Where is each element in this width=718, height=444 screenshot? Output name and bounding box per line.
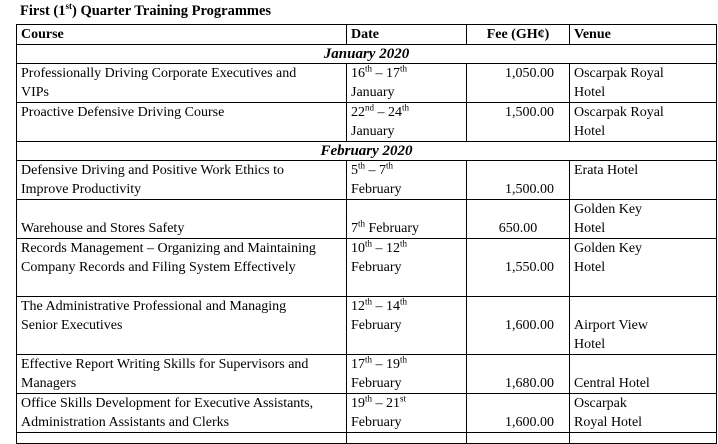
course-cell: Professionally Driving Corporate Executives and VIPs bbox=[17, 64, 347, 103]
page-title: First (1st) Quarter Training Programmes bbox=[20, 1, 272, 19]
date-cell: 10th – 12th February bbox=[347, 239, 467, 297]
venue-cell: Golden Key Hotel bbox=[570, 200, 717, 239]
header-date: Date bbox=[347, 25, 467, 45]
fee-cell: 1,600.00 bbox=[467, 297, 570, 355]
table-row bbox=[17, 394, 717, 433]
table-row bbox=[17, 200, 717, 239]
date-cell: 5th – 7th February bbox=[347, 161, 467, 200]
venue-cell: Central Hotel bbox=[570, 355, 717, 394]
venue-cell: Airport View Hotel bbox=[570, 297, 717, 355]
date-cell: 17th – 19th February bbox=[347, 355, 467, 394]
course-cell: Effective Report Writing Skills for Supervisors and Managers bbox=[17, 355, 347, 394]
venue-cell: Oscarpak Royal Hotel bbox=[570, 103, 717, 142]
table-row bbox=[17, 161, 717, 200]
venue-cell: Erata Hotel bbox=[570, 161, 717, 200]
course-cell: Office Skills Development for Executive Assistants, Administration Assistants and Clerks bbox=[17, 394, 347, 433]
fee-cell: 650.00 bbox=[467, 200, 570, 239]
training-table bbox=[16, 24, 717, 444]
header-venue: Venue bbox=[570, 25, 717, 45]
table-row bbox=[17, 355, 717, 394]
venue-cell: Oscarpak Royal Hotel bbox=[570, 64, 717, 103]
fee-cell: 1,050.00 bbox=[467, 64, 570, 103]
date-cell: 7th February bbox=[347, 200, 467, 239]
course-cell: Proactive Defensive Driving Course bbox=[17, 103, 347, 142]
table-row bbox=[17, 239, 717, 297]
month-heading-january: January 2020 bbox=[17, 45, 717, 64]
fee-cell: 1,600.00 bbox=[467, 394, 570, 433]
course-cell: The Administrative Professional and Managing Senior Executives bbox=[17, 297, 347, 355]
table-row bbox=[17, 64, 717, 103]
fee-cell: 1,550.00 bbox=[467, 239, 570, 297]
fee-cell: 1,500.00 bbox=[467, 161, 570, 200]
course-cell: Defensive Driving and Positive Work Ethics to Improve Productivity bbox=[17, 161, 347, 200]
fee-cell: 1,680.00 bbox=[467, 355, 570, 394]
date-cell: 22nd – 24th January bbox=[347, 103, 467, 142]
date-cell: 12th – 14th February bbox=[347, 297, 467, 355]
date-cell: 19th – 21st February bbox=[347, 394, 467, 433]
table-row bbox=[17, 103, 717, 142]
month-heading-february: February 2020 bbox=[17, 142, 717, 161]
header-course: Course bbox=[17, 25, 347, 45]
venue-cell: Oscarpak Royal Hotel bbox=[570, 394, 717, 433]
table-row-partial bbox=[17, 433, 717, 444]
course-cell: Warehouse and Stores Safety bbox=[17, 200, 347, 239]
venue-cell: Golden Key Hotel bbox=[570, 239, 717, 297]
header-row bbox=[17, 25, 717, 45]
header-fee: Fee (GH¢) bbox=[467, 25, 570, 45]
table-row bbox=[17, 297, 717, 355]
date-cell: 16th – 17th January bbox=[347, 64, 467, 103]
fee-cell: 1,500.00 bbox=[467, 103, 570, 142]
course-cell: Records Management – Organizing and Maintaining Company Records and Filing System Effectively bbox=[17, 239, 347, 297]
